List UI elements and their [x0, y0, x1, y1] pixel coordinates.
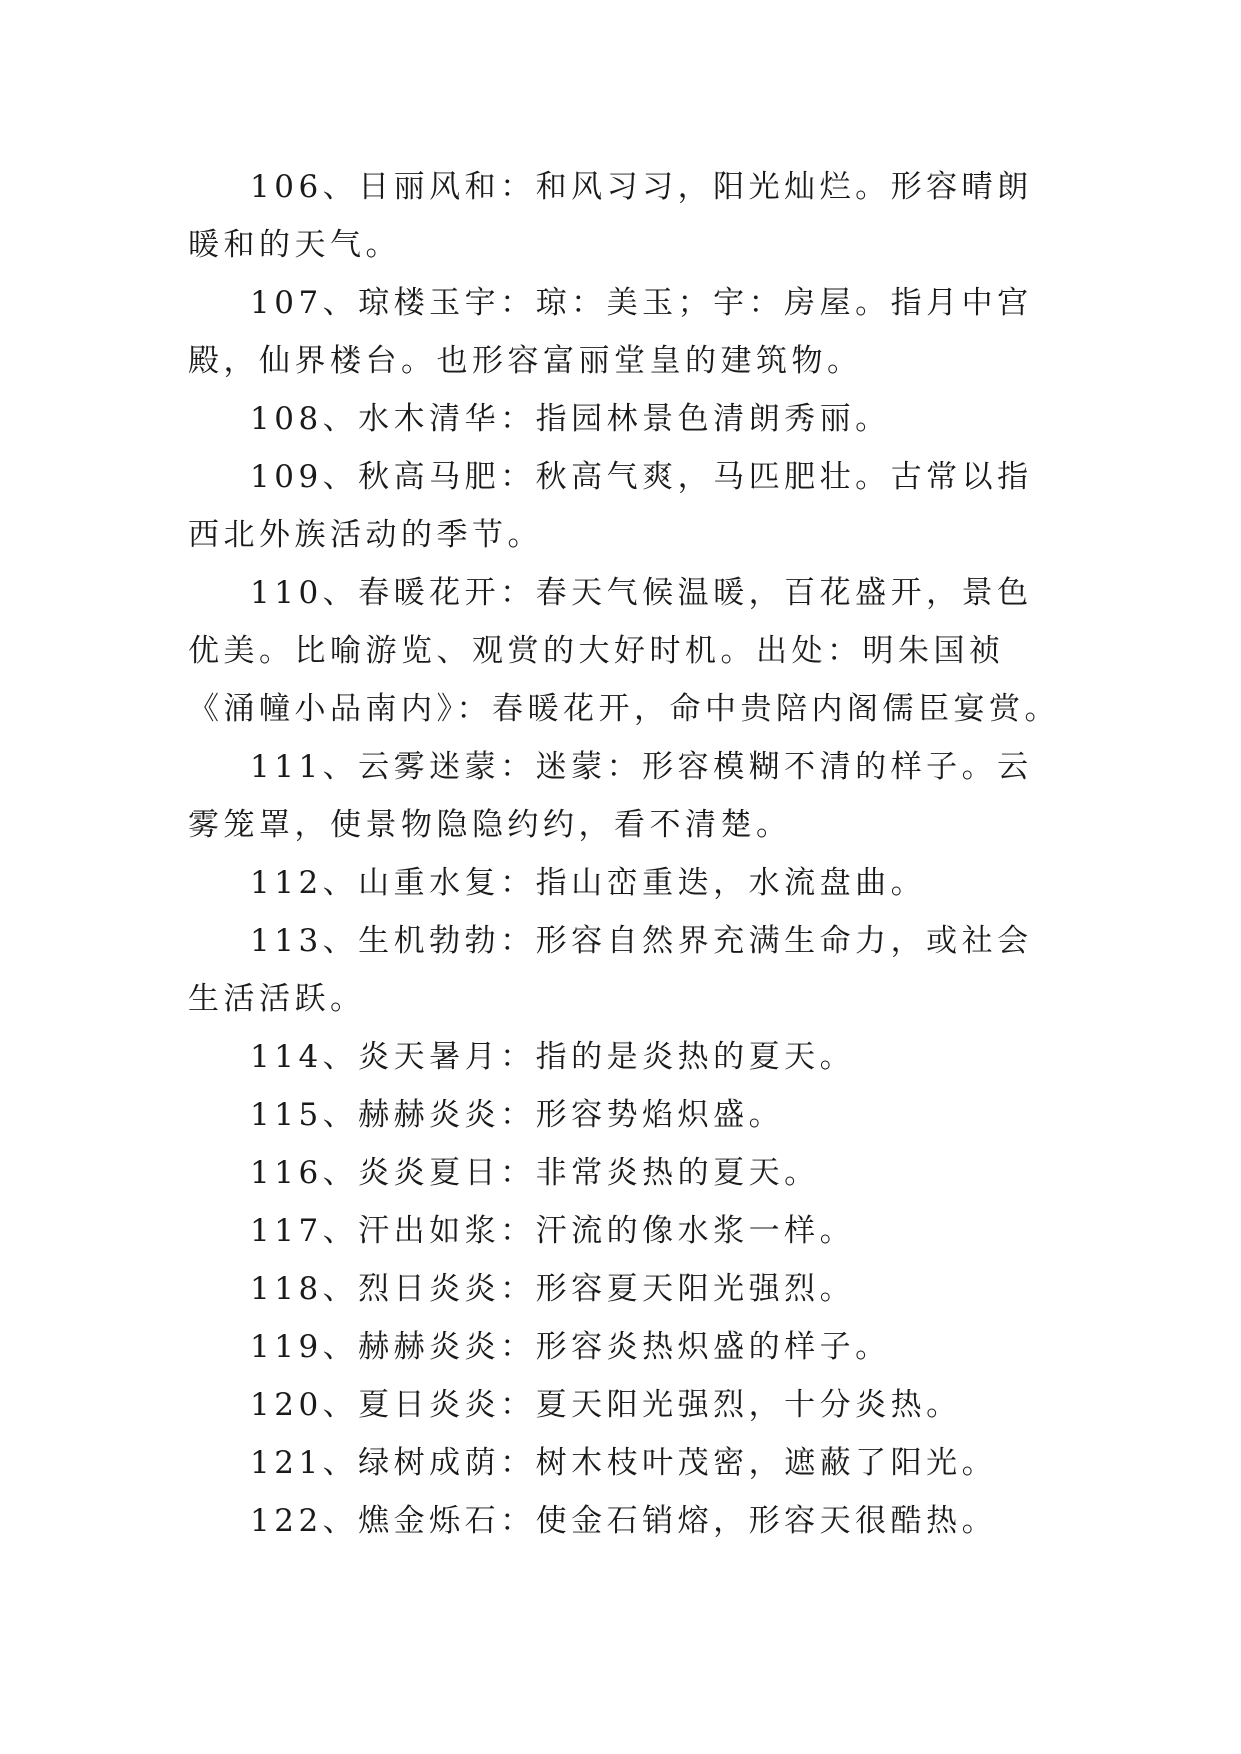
entry-term-separator: ：: [500, 575, 536, 611]
entry-number-separator: 、: [322, 401, 359, 437]
entry-number: 107: [250, 285, 323, 321]
entry-number: 110: [250, 575, 323, 611]
entry-definition: 夏天阳光强烈，十分炎热。: [535, 1387, 962, 1423]
entry-term: 云雾迷蒙: [358, 749, 501, 785]
entry-number: 108: [250, 401, 323, 437]
entry-number-separator: 、: [322, 1445, 359, 1481]
entry-number: 121: [250, 1445, 323, 1481]
entry-number: 116: [250, 1155, 323, 1191]
entry-term: 夏日炎炎: [358, 1387, 501, 1423]
entry-term-separator: ：: [500, 1271, 536, 1307]
entry-definition: 迷蒙：形容模糊不清的样子。云雾笼罩，使景物隐隐约约，看不清楚。: [188, 749, 1033, 843]
entry-definition: 指园林景色清朗秀丽。: [535, 401, 891, 437]
entry-number-separator: 、: [322, 923, 359, 959]
entry-term: 炎炎夏日: [358, 1155, 501, 1191]
entry-definition: 指的是炎热的夏天。: [535, 1039, 856, 1075]
idiom-list: [188, 158, 1068, 1550]
entry-number-separator: 、: [322, 749, 359, 785]
entry-term: 秋高马肥: [358, 459, 501, 495]
entry-term-separator: ：: [500, 1097, 536, 1133]
idiom-entry: [188, 274, 1068, 390]
entry-term-separator: ：: [500, 459, 536, 495]
idiom-entry: [188, 1492, 1068, 1550]
entry-definition: 汗流的像水浆一样。: [535, 1213, 856, 1249]
entry-term-separator: ：: [500, 1387, 536, 1423]
entry-definition: 秋高气爽，马匹肥壮。古常以指西北外族活动的季节。: [188, 459, 1033, 553]
entry-number: 111: [250, 749, 323, 785]
entry-number: 109: [250, 459, 323, 495]
idiom-entry: [188, 1144, 1068, 1202]
idiom-entry: [188, 912, 1068, 1028]
entry-term: 春暖花开: [358, 575, 501, 611]
entry-term: 炎天暑月: [358, 1039, 501, 1075]
entry-definition: 形容夏天阳光强烈。: [535, 1271, 856, 1307]
idiom-entry: [188, 738, 1068, 854]
entry-definition: 形容炎热炽盛的样子。: [535, 1329, 891, 1365]
entry-term-separator: ：: [500, 865, 536, 901]
idiom-entry: [188, 1318, 1068, 1376]
entry-term: 汗出如浆: [358, 1213, 501, 1249]
entry-term: 山重水复: [358, 865, 501, 901]
entry-term: 琼楼玉宇: [358, 285, 501, 321]
entry-term: 水木清华: [358, 401, 501, 437]
entry-term-separator: ：: [500, 169, 536, 205]
entry-term-separator: ：: [500, 1039, 536, 1075]
idiom-entry: [188, 448, 1068, 564]
entry-term: 赫赫炎炎: [358, 1097, 501, 1133]
entry-term: 绿树成荫: [358, 1445, 501, 1481]
entry-number-separator: 、: [322, 459, 359, 495]
entry-number-separator: 、: [322, 865, 359, 901]
idiom-entry: [188, 1434, 1068, 1492]
entry-number-separator: 、: [322, 1039, 359, 1075]
entry-term-separator: ：: [500, 1329, 536, 1365]
entry-number: 115: [250, 1097, 323, 1133]
entry-term: 生机勃勃: [358, 923, 501, 959]
entry-number: 112: [250, 865, 323, 901]
entry-number: 120: [250, 1387, 323, 1423]
entry-number-separator: 、: [322, 575, 359, 611]
entry-definition: 使金石销熔，形容天很酷热。: [535, 1503, 998, 1539]
entry-term-separator: ：: [500, 1213, 536, 1249]
idiom-entry: [188, 1086, 1068, 1144]
entry-term: 燋金烁石: [358, 1503, 501, 1539]
entry-number: 122: [250, 1503, 323, 1539]
idiom-entry: [188, 1028, 1068, 1086]
entry-number: 106: [250, 169, 323, 205]
idiom-entry: [188, 1202, 1068, 1260]
entry-number-separator: 、: [322, 1503, 359, 1539]
entry-number: 118: [250, 1271, 323, 1307]
entry-number-separator: 、: [322, 285, 359, 321]
entry-definition: 非常炎热的夏天。: [535, 1155, 820, 1191]
idiom-entry: [188, 564, 1068, 738]
entry-term-separator: ：: [500, 1155, 536, 1191]
entry-term-separator: ：: [500, 1503, 536, 1539]
idiom-entry: [188, 390, 1068, 448]
entry-number-separator: 、: [322, 1329, 359, 1365]
entry-definition: 和风习习，阳光灿烂。形容晴朗暖和的天气。: [188, 169, 1033, 263]
entry-number-separator: 、: [322, 169, 359, 205]
idiom-entry: [188, 1376, 1068, 1434]
entry-term-separator: ：: [500, 401, 536, 437]
entry-number-separator: 、: [322, 1271, 359, 1307]
entry-term: 烈日炎炎: [358, 1271, 501, 1307]
entry-definition: 树木枝叶茂密，遮蔽了阳光。: [535, 1445, 998, 1481]
entry-number: 119: [250, 1329, 323, 1365]
entry-term-separator: ：: [500, 1445, 536, 1481]
idiom-entry: [188, 158, 1068, 274]
entry-definition: 形容自然界充满生命力，或社会生活活跃。: [188, 923, 1033, 1017]
entry-number-separator: 、: [322, 1155, 359, 1191]
entry-term: 赫赫炎炎: [358, 1329, 501, 1365]
idiom-entry: [188, 1260, 1068, 1318]
entry-definition: 指山峦重迭，水流盘曲。: [535, 865, 927, 901]
entry-term: 日丽风和: [358, 169, 501, 205]
entry-number-separator: 、: [322, 1213, 359, 1249]
entry-number-separator: 、: [322, 1387, 359, 1423]
entry-number: 113: [250, 923, 323, 959]
entry-term-separator: ：: [500, 923, 536, 959]
entry-definition: 琼：美玉；宇：房屋。指月中宫殿，仙界楼台。也形容富丽堂皇的建筑物。: [188, 285, 1033, 379]
idiom-entry: [188, 854, 1068, 912]
entry-number: 114: [250, 1039, 323, 1075]
entry-term-separator: ：: [500, 285, 536, 321]
entry-number-separator: 、: [322, 1097, 359, 1133]
entry-definition: 春天气候温暖，百花盛开，景色优美。比喻游览、观赏的大好时机。出处：明朱国祯《涌幢小品南内》：春暖花开，命中贵陪内阁儒臣宴赏。: [188, 575, 1060, 727]
entry-term-separator: ：: [500, 749, 536, 785]
entry-number: 117: [250, 1213, 323, 1249]
entry-definition: 形容势焰炽盛。: [535, 1097, 785, 1133]
